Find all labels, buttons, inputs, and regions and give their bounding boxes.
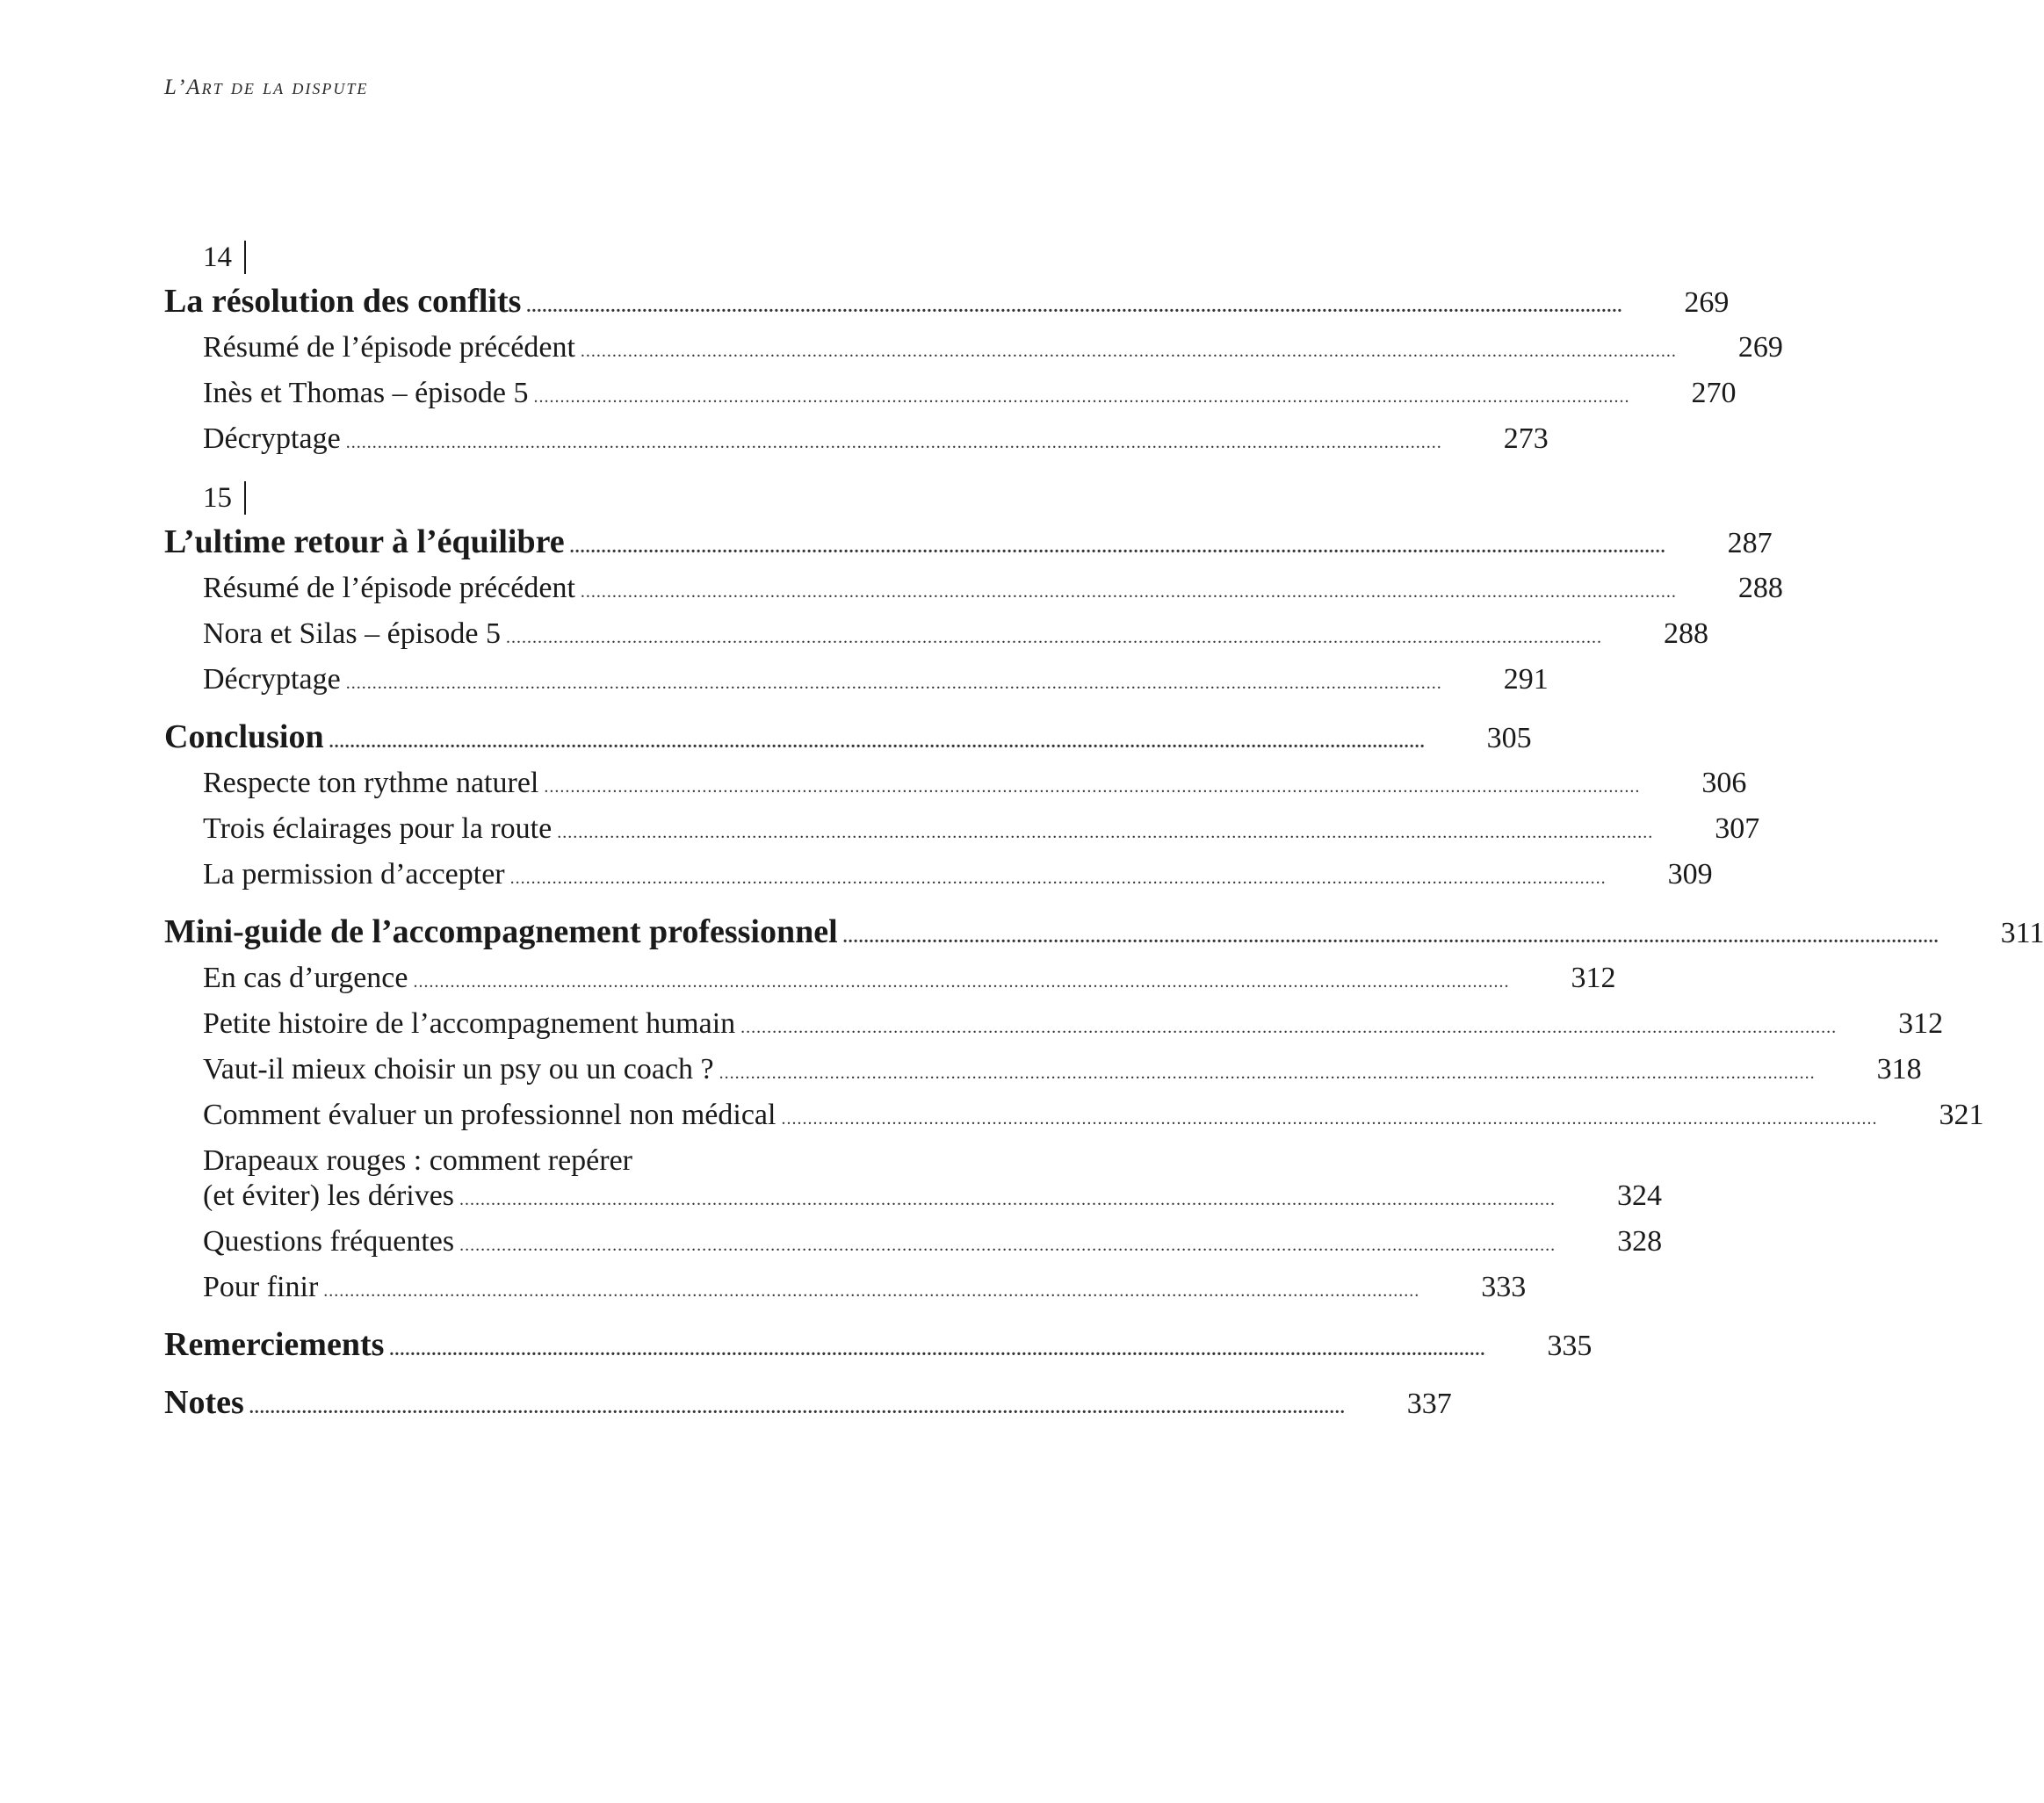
toc-entry-chapter[interactable] (164, 518, 1773, 566)
toc-entry-section[interactable] (164, 1265, 1527, 1310)
toc-entry-section[interactable] (164, 1047, 1922, 1093)
toc-entry-section[interactable] (164, 1179, 1663, 1219)
toc-entry-page: 328 (1617, 1225, 1663, 1258)
dot-leader: ................................................................................................................................................................................................................ (740, 1018, 1838, 1037)
toc-entry-section[interactable] (164, 852, 1713, 898)
toc-entry-title: Petite histoire de l’accompagnement humain (203, 1007, 736, 1040)
toc-entry-mini-guide[interactable] (164, 908, 2044, 956)
toc-entry-title: Remerciements (164, 1326, 385, 1363)
toc-entry-title: Nora et Silas – épisode 5 (203, 617, 501, 650)
toc-entry-title: Trois éclairages pour la route (203, 812, 553, 845)
toc-entry-title-line2: (et éviter) les dérives (203, 1179, 455, 1212)
toc-entry-chapter[interactable] (164, 278, 1730, 325)
toc-entry-page: 306 (1701, 767, 1747, 799)
toc-entry-section[interactable] (164, 1219, 1663, 1265)
toc-entry-remerciements[interactable] (164, 1321, 1593, 1368)
toc-entry-title: Inès et Thomas – épisode 5 (203, 377, 529, 409)
toc-entry-title: Notes (164, 1384, 244, 1421)
dot-leader: ................................................................................................................................................................................................................ (580, 342, 1677, 361)
toc-entry-page: 312 (1898, 1007, 1944, 1040)
toc-entry-page: 307 (1715, 812, 1760, 845)
running-head: L’Art de la dispute (164, 76, 369, 99)
toc-entry-title: Décryptage (203, 663, 341, 696)
dot-leader: ................................................................................................................................................................................................................ (580, 582, 1677, 602)
toc-entry-section[interactable] (164, 1001, 1944, 1047)
toc-entry-title: La résolution des conflits (164, 283, 522, 320)
toc-entry-section[interactable] (164, 1093, 1984, 1138)
toc-entry-title: En cas d’urgence (203, 962, 408, 994)
toc-entry-page: 333 (1481, 1271, 1527, 1303)
dot-leader: ................................................................................................................................................................................................................ (345, 674, 1442, 693)
toc-entry-page: 311 (2000, 917, 2044, 949)
dot-leader: ................................................................................................................................................................................................................ (544, 777, 1641, 797)
dot-leader: ................................................................................................................................................................................................................ (249, 1398, 1346, 1417)
chapter-number (203, 478, 1016, 518)
toc-entry-section[interactable] (164, 806, 1760, 852)
toc-entry-section[interactable] (164, 325, 1783, 371)
toc-entry-title: Comment évaluer un professionnel non médical (203, 1099, 776, 1131)
toc-entry-title: Mini-guide de l’accompagnement professionnel (164, 913, 838, 950)
toc-entry-title: Résumé de l’épisode précédent (203, 572, 575, 604)
toc-entry-section[interactable] (164, 371, 1737, 416)
toc-entry-page: 291 (1503, 663, 1549, 696)
toc-entry-section[interactable] (164, 956, 1616, 1001)
toc-entry-section[interactable] (164, 566, 1783, 611)
dot-leader: ................................................................................................................................................................................................................ (842, 927, 1939, 947)
dot-leader: ................................................................................................................................................................................................................ (459, 1190, 1556, 1209)
dot-leader: ................................................................................................................................................................................................................ (526, 297, 1623, 316)
dot-leader: ................................................................................................................................................................................................................ (781, 1109, 1878, 1129)
toc-entry-page: 287 (1727, 527, 1773, 559)
toc-entry-title: Vaut-il mieux choisir un psy ou un coach ? (203, 1053, 714, 1085)
chapter-number-label: 14 (203, 242, 232, 273)
toc-entry-title: Résumé de l’épisode précédent (203, 331, 575, 364)
dot-leader: ................................................................................................................................................................................................................ (506, 628, 1602, 647)
dot-leader: ................................................................................................................................................................................................................ (323, 1281, 1420, 1301)
toc-entry-page: 324 (1617, 1179, 1663, 1212)
toc-entry-page: 337 (1406, 1388, 1452, 1420)
dot-leader: ................................................................................................................................................................................................................ (389, 1340, 1486, 1359)
toc-entry-page: 273 (1503, 422, 1549, 455)
chapter-number (203, 237, 1016, 278)
table-of-contents (164, 237, 2044, 1426)
toc-entry-title: Pour finir (203, 1271, 319, 1303)
toc-entry-title: Questions fréquentes (203, 1225, 455, 1258)
toc-entry-title: Respecte ton rythme naturel (203, 767, 539, 799)
toc-entry-title: Conclusion (164, 718, 324, 755)
toc-entry-section[interactable] (164, 611, 1708, 657)
toc-entry-page: 288 (1664, 617, 1708, 650)
dot-leader: ................................................................................................................................................................................................................ (329, 732, 1426, 752)
toc-entry-title-line1[interactable]: Drapeaux rouges : comment repérer (203, 1144, 632, 1177)
toc-entry-page: 269 (1737, 331, 1783, 364)
dot-leader: ................................................................................................................................................................................................................ (569, 537, 1666, 557)
toc-entry-title: Décryptage (203, 422, 341, 455)
chapter-number-bar (244, 241, 246, 274)
chapter-number-bar (244, 481, 246, 515)
toc-entry-page: 312 (1571, 962, 1616, 994)
toc-entry-page: 288 (1737, 572, 1783, 604)
dot-leader: ................................................................................................................................................................................................................ (509, 869, 1607, 888)
dot-leader: ................................................................................................................................................................................................................ (413, 972, 1510, 992)
toc-entry-page: 335 (1547, 1330, 1593, 1362)
toc-entry-page: 321 (1939, 1099, 1984, 1131)
toc-entry-conclusion[interactable] (164, 713, 1532, 761)
toc-entry-title: La permission d’accepter (203, 858, 505, 891)
dot-leader: ................................................................................................................................................................................................................ (557, 823, 1654, 842)
dot-leader: ................................................................................................................................................................................................................ (459, 1236, 1556, 1255)
dot-leader: ................................................................................................................................................................................................................ (533, 387, 1630, 407)
dot-leader: ................................................................................................................................................................................................................ (345, 433, 1442, 452)
chapter-number-label: 15 (203, 482, 232, 514)
toc-entry-section[interactable] (164, 657, 1549, 703)
toc-entry-title: L’ultime retour à l’équilibre (164, 523, 565, 560)
toc-entry-page: 318 (1876, 1053, 1922, 1085)
toc-entry-page: 270 (1691, 377, 1737, 409)
toc-entry-section[interactable] (164, 416, 1549, 462)
toc-entry-section[interactable] (164, 761, 1747, 806)
toc-entry-page: 269 (1684, 286, 1730, 319)
dot-leader: ................................................................................................................................................................................................................ (719, 1064, 1816, 1083)
toc-entry-page: 305 (1486, 722, 1532, 754)
toc-entry-notes[interactable] (164, 1379, 1452, 1426)
toc-entry-page: 309 (1667, 858, 1713, 891)
